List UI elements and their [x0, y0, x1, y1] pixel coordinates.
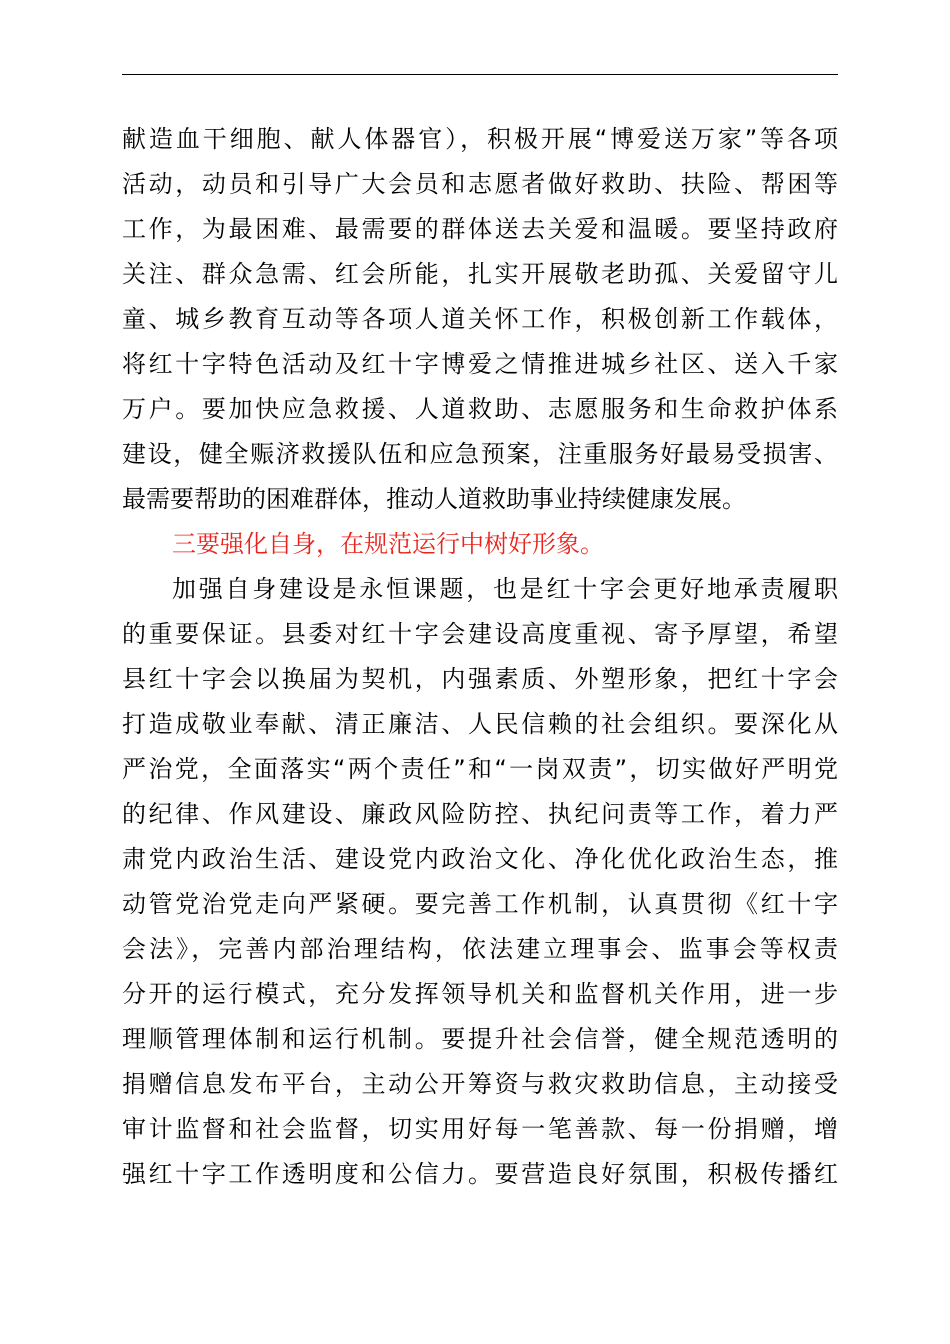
text-line: 动管党治党走向严紧硬。要完善工作机制，认真贯彻《红十字: [122, 890, 838, 918]
text-line: 的纪律、作风建设、廉政风险防控、执纪问责等工作，着力严: [122, 800, 838, 828]
text-line: 肃党内政治生活、建设党内政治文化、净化优化政治生态，推: [122, 845, 838, 873]
text-line: 加强自身建设是永恒课题，也是红十字会更好地承责履职: [172, 575, 838, 603]
text-line: 献造血干细胞、献人体器官），积极开展“博爱送万家”等各项: [122, 125, 838, 153]
text-line: 最需要帮助的困难群体，推动人道救助事业持续健康发展。: [122, 485, 746, 513]
text-line: 会法》，完善内部治理结构，依法建立理事会、监事会等权责: [122, 935, 838, 963]
text-line: 童、城乡教育互动等各项人道关怀工作，积极创新工作载体，: [122, 305, 838, 333]
text-line: 捐赠信息发布平台，主动公开筹资与救灾救助信息，主动接受: [122, 1070, 838, 1098]
text-line: 县红十字会以换届为契机，内强素质、外塑形象，把红十字会: [122, 665, 838, 693]
text-line: 理顺管理体制和运行机制。要提升社会信誉，健全规范透明的: [122, 1025, 838, 1053]
text-line: 万户。要加快应急救援、人道救助、志愿服务和生命救护体系: [122, 395, 838, 423]
section-heading: 三要强化自身，在规范运行中树好形象。: [172, 530, 604, 558]
paragraph-self-building: [122, 567, 838, 1197]
text-line: 建设，健全赈济救援队伍和应急预案，注重服务好最易受损害、: [122, 440, 838, 468]
text-line: 工作，为最困难、最需要的群体送去关爱和温暖。要坚持政府: [122, 215, 838, 243]
text-line: 的重要保证。县委对红十字会建设高度重视、寄予厚望，希望: [122, 620, 838, 648]
text-line: 审计监督和社会监督，切实用好每一笔善款、每一份捐赠，增: [122, 1115, 838, 1143]
paragraph-continued: [122, 117, 838, 522]
text-line: 打造成敬业奉献、清正廉洁、人民信赖的社会组织。要深化从: [122, 710, 838, 738]
text-line: 严治党，全面落实“两个责任”和“一岗双责”，切实做好严明党: [122, 755, 838, 783]
text-line: 分开的运行模式，充分发挥领导机关和监督机关作用，进一步: [122, 980, 838, 1008]
header-rule: [122, 74, 838, 75]
text-line: 将红十字特色活动及红十字博爱之情推进城乡社区、送入千家: [122, 350, 838, 378]
text-line: 强红十字工作透明度和公信力。要营造良好氛围，积极传播红: [122, 1160, 838, 1188]
text-line: 关注、群众急需、红会所能，扎实开展敬老助孤、关爱留守儿: [122, 260, 838, 288]
document-body: [122, 117, 838, 1197]
text-line: 活动，动员和引导广大会员和志愿者做好救助、扶险、帮困等: [122, 170, 838, 198]
